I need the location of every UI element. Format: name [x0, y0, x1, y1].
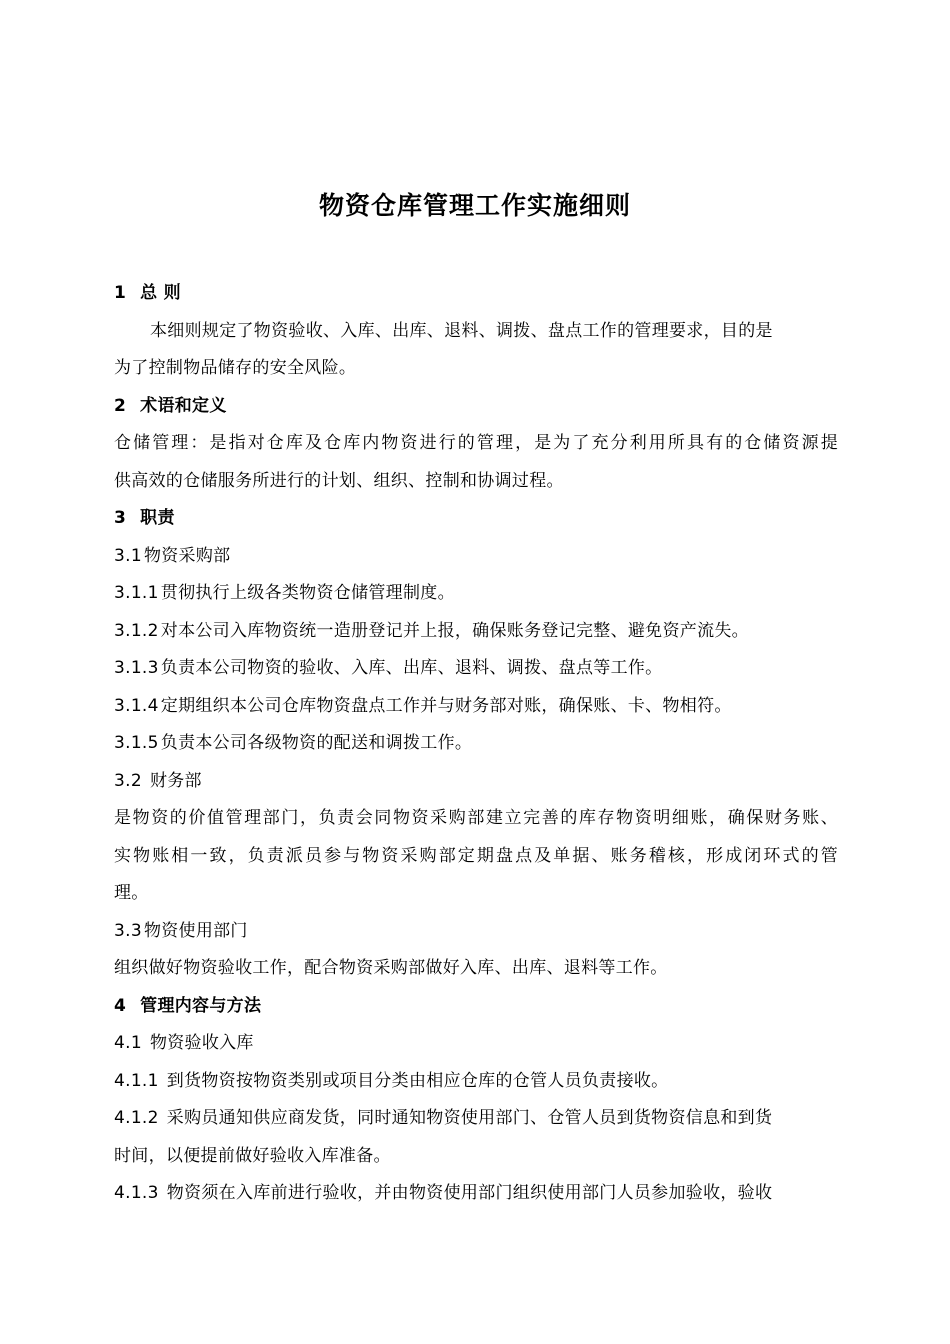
paragraph-line: 实物账相一致，负责派员参与物资采购部定期盘点及单据、账务稽核，形成闭环式的管 — [114, 845, 838, 866]
subsection-number: 3.1.4 — [114, 695, 159, 716]
subsection-number: 4.1.2 — [114, 1108, 159, 1128]
paragraph-line: 本细则规定了物资验收、入库、出库、退料、调拨、盘点工作的管理要求，目的是 — [150, 320, 773, 341]
paragraph-line: 仓储管理：是指对仓库及仓库内物资进行的管理，是为了充分利用所具有的仓储资源提 — [114, 433, 838, 453]
subsection-text: 贯彻执行上级各类物资仓储管理制度。 — [160, 583, 455, 603]
subsection-number: 3.1.2 — [114, 620, 159, 641]
section-number: 1 — [114, 283, 127, 303]
subsection-text: 到货物资按物资类别或项目分类由相应仓库的仓管人员负责接收。 — [166, 1070, 669, 1091]
document-title: 物资仓库管理工作实施细则 — [318, 191, 631, 220]
paragraph-line: 理。 — [114, 883, 149, 903]
subsection-number: 4.1 — [114, 1033, 142, 1053]
document-body — [114, 275, 838, 1213]
subsection-text: 采购员通知供应商发货，同时通知物资使用部门、仓管人员到货物资信息和到货 — [166, 1108, 773, 1128]
subsection-text: 物资验收入库 — [149, 1033, 254, 1053]
subsection-line — [114, 650, 838, 688]
section-heading — [114, 500, 838, 538]
subsection-line — [114, 763, 838, 801]
subsection-line — [114, 1175, 838, 1213]
paragraph-line: 时间，以便提前做好验收入库准备。 — [114, 1145, 391, 1166]
subsection-line — [114, 725, 838, 763]
section-title: 总 则 — [140, 283, 181, 303]
section-title: 职责 — [140, 508, 175, 528]
section-title: 术语和定义 — [140, 395, 227, 416]
section-title: 管理内容与方法 — [140, 995, 262, 1016]
subsection-text: 对本公司入库物资统一造册登记并上报，确保账务登记完整、避免资产流失。 — [160, 620, 749, 641]
subsection-number: 3.1.3 — [114, 658, 159, 678]
section-heading — [114, 388, 838, 426]
subsection-number: 3.1.5 — [114, 733, 159, 753]
subsection-number: 4.1.1 — [114, 1070, 159, 1091]
subsection-text: 财务部 — [149, 770, 202, 791]
subsection-text: 负责本公司各级物资的配送和调拨工作。 — [160, 733, 473, 753]
subsection-text: 定期组织本公司仓库物资盘点工作并与财务部对账，确保账、卡、物相符。 — [160, 695, 732, 716]
subsection-line — [114, 613, 838, 651]
subsection-line — [114, 1063, 838, 1101]
subsection-text: 物资采购部 — [143, 545, 231, 566]
section-number: 3 — [114, 508, 127, 528]
section-number: 4 — [114, 995, 127, 1016]
subsection-number: 4.1.3 — [114, 1183, 159, 1203]
section-heading — [114, 275, 838, 313]
subsection-line — [114, 688, 838, 726]
subsection-number: 3.3 — [114, 920, 142, 941]
section-number: 2 — [114, 395, 127, 416]
subsection-text: 负责本公司物资的验收、入库、出库、退料、调拨、盘点等工作。 — [160, 658, 663, 678]
paragraph-line: 为了控制物品储存的安全风险。 — [114, 358, 357, 378]
subsection-line — [114, 538, 838, 576]
subsection-number: 3.1 — [114, 545, 142, 566]
subsection-number: 3.2 — [114, 770, 142, 791]
section-heading — [114, 988, 838, 1026]
subsection-text: 物资使用部门 — [143, 920, 248, 941]
subsection-number: 3.1.1 — [114, 583, 159, 603]
paragraph-line: 供高效的仓储服务所进行的计划、组织、控制和协调过程。 — [114, 470, 564, 491]
subsection-line — [114, 575, 838, 613]
paragraph-line: 是物资的价值管理部门，负责会同物资采购部建立完善的库存物资明细账，确保财务账、 — [114, 808, 838, 828]
subsection-line — [114, 1025, 838, 1063]
subsection-line — [114, 913, 838, 951]
subsection-line — [114, 1100, 838, 1138]
subsection-text: 物资须在入库前进行验收，并由物资使用部门组织使用部门人员参加验收，验收 — [166, 1183, 773, 1203]
paragraph-line: 组织做好物资验收工作，配合物资采购部做好入库、出库、退料等工作。 — [114, 958, 668, 978]
